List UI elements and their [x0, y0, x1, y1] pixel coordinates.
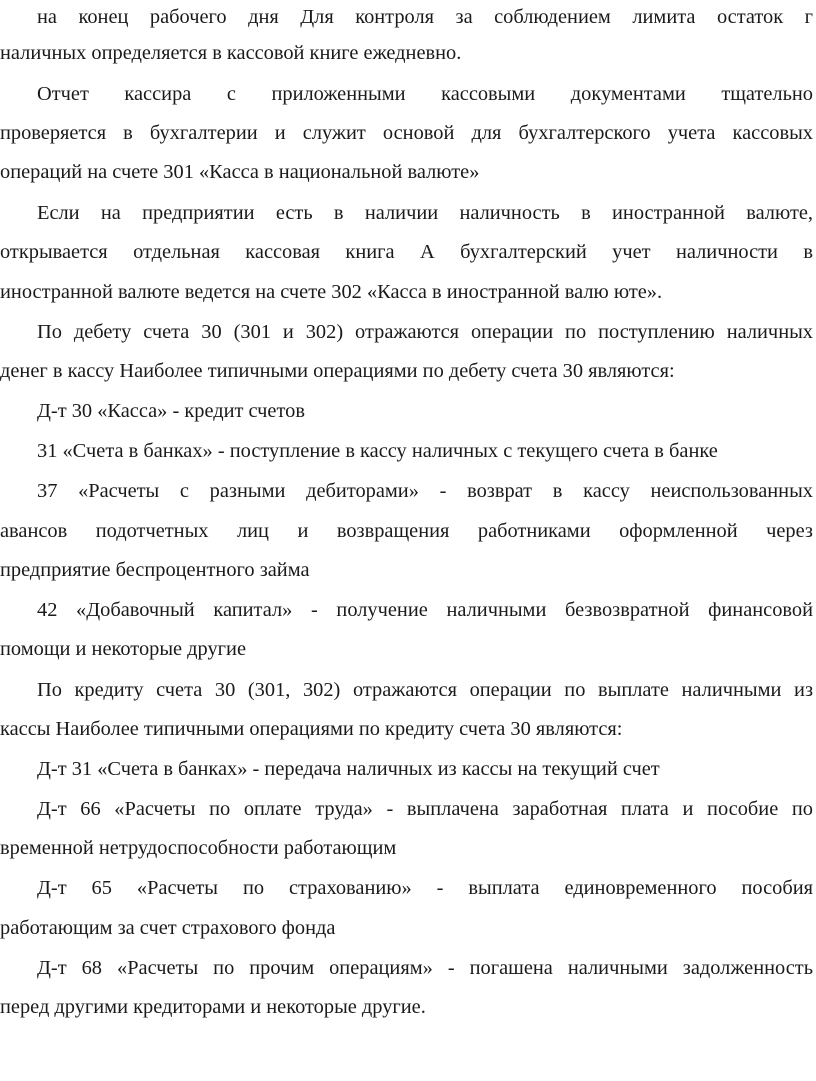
text-line: помощи и некоторые другие: [0, 638, 247, 660]
text-line: Д-т 68 «Расчеты по прочим операциям» - погашена наличными задолженность: [37, 957, 813, 979]
text-line: на конец рабочего дня Для контроля за соблюдением лимита остаток г: [37, 6, 813, 28]
text-line: авансов подотчетных лиц и возвращения работниками оформленной через: [0, 520, 813, 542]
text-line: По кредиту счета 30 (301, 302) отражаются операции по выплате наличными из: [37, 679, 813, 701]
text-line: 31 «Счета в банках» - поступление в кассу наличных с текущего счета в банке: [37, 440, 718, 462]
text-line: денег в кассу Наиболее типичными операциями по дебету счета 30 являются:: [0, 360, 675, 382]
text-line: Д-т 65 «Расчеты по страхованию» - выплата единовременного пособия: [37, 877, 813, 899]
text-line: временной нетрудоспособности работающим: [0, 837, 397, 859]
text-line: 37 «Расчеты с разными дебиторами» - возврат в кассу неиспользованных: [37, 480, 813, 502]
text-line: операций на счете 301 «Касса в национальной валюте»: [0, 161, 480, 183]
text-line: открывается отдельная кассовая книга А бухгалтерский учет наличности в: [0, 241, 813, 263]
text-line: Если на предприятии есть в наличии наличность в иностранной валюте,: [37, 202, 813, 224]
text-line: иностранной валюте ведется на счете 302 «Касса в иностранной валю юте».: [0, 281, 663, 303]
text-line: 42 «Добавочный капитал» - получение наличными безвозвратной финансовой: [37, 599, 813, 621]
text-line: проверяется в бухгалтерии и служит основой для бухгалтерского учета кассовых: [0, 122, 813, 144]
text-line: предприятие беспроцентного займа: [0, 559, 310, 581]
text-line: работающим за счет страхового фонда: [0, 917, 336, 939]
text-line: Д-т 66 «Расчеты по оплате труда» - выплачена заработная плата и пособие по: [37, 798, 813, 820]
text-line: Отчет кассира с приложенными кассовыми документами тщательно: [37, 83, 813, 105]
text-line: наличных определяется в кассовой книге ежедневно.: [0, 42, 462, 64]
text-line: По дебету счета 30 (301 и 302) отражаются операции по поступлению наличных: [37, 321, 813, 343]
text-line: Д-т 30 «Касса» - кредит счетов: [37, 400, 305, 422]
text-line: перед другими кредиторами и некоторые другие.: [0, 996, 426, 1018]
text-line: кассы Наиболее типичными операциями по кредиту счета 30 являются:: [0, 718, 623, 740]
text-line: Д-т 31 «Счета в банках» - передача наличных из кассы на текущий счет: [37, 758, 660, 780]
